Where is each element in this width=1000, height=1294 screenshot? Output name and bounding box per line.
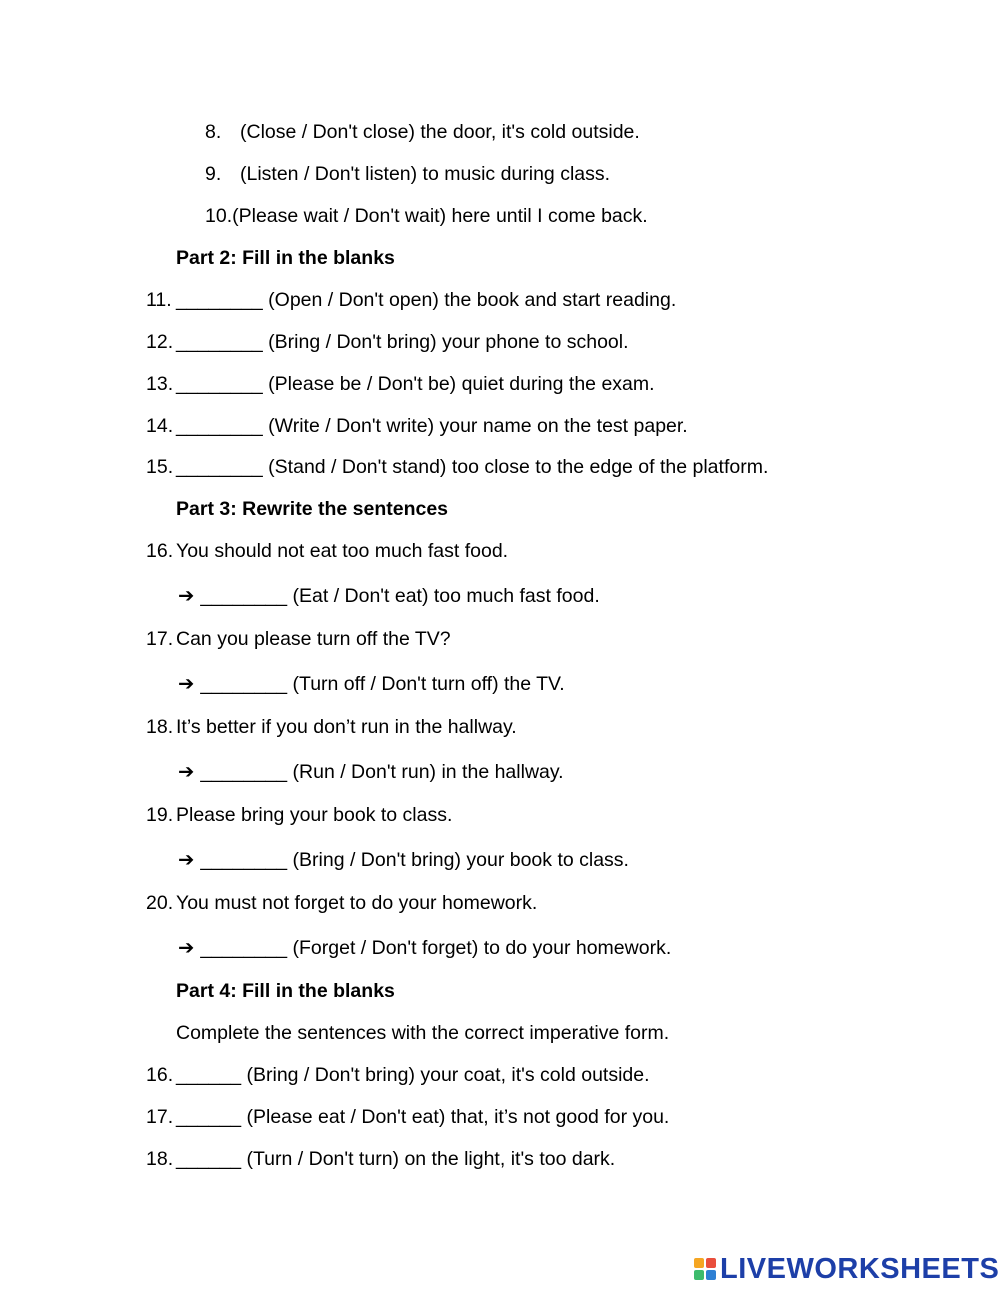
list-item: [146, 1147, 615, 1171]
list-item: [146, 372, 655, 396]
arrow-icon: ➔: [178, 673, 195, 695]
arrow-icon: ➔: [178, 585, 195, 607]
list-item: [146, 1105, 669, 1129]
arrow-icon: ➔: [178, 937, 195, 959]
item-text: (Listen / Don't listen) to music during class.: [240, 163, 611, 185]
item-text: It’s better if you don’t run in the hallway.: [176, 716, 517, 738]
item-text: ________ (Open / Don't open) the book and start reading.: [176, 289, 677, 311]
item-number: 16.: [146, 1064, 174, 1086]
item-text: You should not eat too much fast food.: [176, 540, 509, 562]
item-text: ________ (Bring / Don't bring) your phone to school.: [176, 331, 629, 353]
logo-text: LIVEWORKSHEETS: [720, 1252, 1000, 1285]
list-item: [205, 204, 648, 228]
item-number: 16.: [146, 540, 174, 562]
logo-icon: [694, 1258, 716, 1280]
answer-text: ________ (Run / Don't run) in the hallway.: [200, 761, 564, 783]
list-item: [146, 288, 676, 312]
answer-text: ________ (Turn off / Don't turn off) the TV.: [200, 673, 565, 695]
item-number: 17.: [146, 628, 174, 650]
item-text: You must not forget to do your homework.: [176, 892, 538, 914]
arrow-icon: ➔: [178, 849, 195, 871]
answer-text: ________ (Forget / Don't forget) to do your homework.: [200, 937, 672, 959]
answer-line: [178, 848, 629, 872]
answer-line: [178, 760, 564, 784]
item-number: 13.: [146, 373, 174, 395]
part3-heading: Part 3: Rewrite the sentences: [176, 498, 449, 520]
item-text: ______ (Please eat / Don't eat) that, it’s not good for you.: [176, 1106, 670, 1128]
list-item: [146, 803, 452, 827]
item-number: 11.: [146, 289, 172, 311]
arrow-icon: ➔: [178, 761, 195, 783]
list-item: [146, 891, 537, 915]
list-item: [205, 162, 610, 186]
list-item: [146, 455, 768, 479]
item-text: (Close / Don't close) the door, it's cold outside.: [240, 121, 640, 143]
list-item: [146, 715, 517, 739]
item-number: 9.: [205, 163, 222, 185]
item-number: 18.: [146, 1148, 174, 1170]
part4-instruction: Complete the sentences with the correct imperative form.: [176, 1022, 670, 1044]
item-number: 12.: [146, 331, 174, 353]
item-number: 8.: [205, 121, 222, 143]
item-text: ______ (Bring / Don't bring) your coat, it's cold outside.: [176, 1064, 650, 1086]
item-number: 20.: [146, 892, 174, 914]
list-item: [146, 627, 451, 651]
liveworksheets-logo: [694, 1254, 999, 1284]
item-number: 19.: [146, 804, 174, 826]
item-text: Please bring your book to class.: [176, 804, 453, 826]
answer-text: ________ (Bring / Don't bring) your book to class.: [200, 849, 629, 871]
item-text: ________ (Stand / Don't stand) too close to the edge of the platform.: [176, 456, 769, 478]
item-text: ________ (Please be / Don't be) quiet during the exam.: [176, 373, 655, 395]
item-text: ________ (Write / Don't write) your name on the test paper.: [176, 415, 688, 437]
item-number: 10.: [205, 205, 233, 227]
item-number: 18.: [146, 716, 174, 738]
item-number: 17.: [146, 1106, 174, 1128]
answer-line: [178, 672, 565, 696]
list-item: [146, 1063, 650, 1087]
item-number: 14.: [146, 415, 174, 437]
item-text: Can you please turn off the TV?: [176, 628, 451, 650]
answer-text: ________ (Eat / Don't eat) too much fast food.: [200, 585, 600, 607]
item-text: ______ (Turn / Don't turn) on the light, it's too dark.: [176, 1148, 616, 1170]
answer-line: [178, 584, 600, 608]
part2-heading: Part 2: Fill in the blanks: [176, 247, 395, 269]
list-item: [146, 330, 629, 354]
item-text: (Please wait / Don't wait) here until I come back.: [232, 205, 648, 227]
list-item: [146, 414, 688, 438]
part4-heading: Part 4: Fill in the blanks: [176, 980, 395, 1002]
item-number: 15.: [146, 456, 174, 478]
list-item: [146, 539, 508, 563]
list-item: [205, 120, 640, 144]
answer-line: [178, 936, 671, 960]
